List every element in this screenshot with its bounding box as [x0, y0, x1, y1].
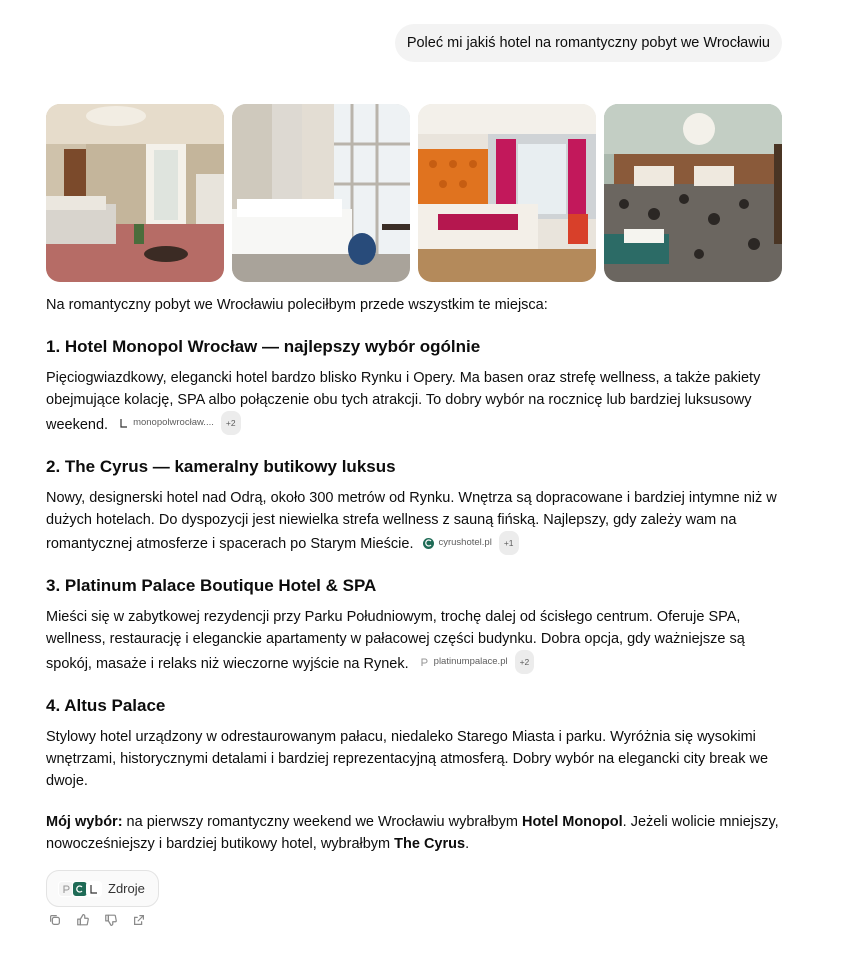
verdict-part-1: na pierwszy romantyczny weekend we Wrocławiu wybrałbym	[122, 814, 522, 830]
answer-verdict	[46, 811, 786, 855]
citation-cyrus[interactable]	[423, 531, 518, 555]
gallery-photo-2[interactable]	[232, 104, 410, 282]
verdict-label: Mój wybór:	[46, 814, 123, 830]
hotel-room-photo-orange-icon	[418, 104, 596, 282]
citation-more-cyrus: +1	[499, 531, 519, 555]
hotel-text-cyrus: Nowy, designerski hotel nad Odrą, około 300 metrów od Rynku. Wnętrza są dopracowane i bardziej intymne niż w dużych hotelach. Do dyspozycji jest niewielka strefa wellness z sauną fińską. Najlepszy, gdy zależy wam na romantycznej atmosferze i spacerach po Starym Mieście.	[46, 490, 777, 552]
share-icon[interactable]	[130, 911, 148, 929]
citation-monopol[interactable]	[118, 411, 241, 435]
message-actions	[46, 911, 148, 929]
gallery-photo-4[interactable]	[604, 104, 782, 282]
hotel-description-monopol	[46, 367, 786, 436]
citation-source-platinum: platinumpalace.pl	[433, 656, 508, 667]
hotel-description-altus: Stylowy hotel urządzony w odrestaurowanym pałacu, niedaleko Starego Miasta i parku. Wyróżnia się wysokimi wnętrzami, historycznymi detalami i bardziej reprezentacyjną atmosferą. Dobry wybór na elegancki city break we dwoje.	[46, 729, 769, 789]
verdict-part-2: . Jeżeli wolicie mniejszy, nowocześniejszy i bardziej butikowy hotel, wybrałbym	[46, 814, 779, 852]
answer-intro: Na romantyczny pobyt we Wrocławiu poleciłbym przede wszystkim te miejsca:	[46, 297, 548, 313]
hotel-text-platinum: Mieści się w zabytkowej rezydencji przy Parku Południowym, trochę dalej od ścisłego centrum. Oferuje SPA, wellness, restaurację i eleganckie apartamenty w pałacowej części budynku. Dobra opcja, gdy ważniejsze są spokój, masaże i relaks niż wieczorne wyjście na Rynek.	[46, 609, 745, 672]
assistant-answer	[46, 294, 786, 907]
hotel-room-photo-white-icon	[232, 104, 410, 282]
hotel-description-platinum	[46, 606, 786, 675]
gallery-photo-3[interactable]	[418, 104, 596, 282]
copy-icon[interactable]	[46, 911, 64, 929]
cyrus-favicon-icon	[423, 538, 434, 549]
monopol-favicon-icon	[118, 418, 129, 429]
citation-source-monopol: monopolwrocław....	[133, 417, 214, 428]
image-gallery	[46, 104, 782, 282]
citation-more-platinum: +2	[515, 650, 535, 674]
hotel-room-photo-monopol-icon	[46, 104, 224, 282]
hotel-description-cyrus	[46, 487, 786, 555]
verdict-pick-2: The Cyrus	[394, 836, 466, 852]
monopol-favicon-icon	[86, 881, 102, 897]
sources-label: Zdroje	[108, 881, 145, 896]
citation-platinum[interactable]	[419, 650, 535, 674]
user-message-text: Poleć mi jakiś hotel na romantyczny pobyt we Wrocławiu	[406, 35, 770, 51]
thumbs-down-icon[interactable]	[102, 911, 120, 929]
user-message-bubble	[395, 24, 782, 62]
hotel-heading-platinum: 3. Platinum Palace Boutique Hotel & SPA	[46, 576, 377, 595]
platinum-favicon-icon	[419, 657, 430, 668]
hotel-heading-monopol: 1. Hotel Monopol Wrocław — najlepszy wybór ogólnie	[46, 337, 481, 356]
thumbs-up-icon[interactable]	[74, 911, 92, 929]
citation-source-cyrus: cyrushotel.pl	[438, 537, 492, 548]
hotel-text-monopol: Pięciogwiazdkowy, elegancki hotel bardzo blisko Rynku i Opery. Ma basen oraz strefę wellness, a także pakiety obejmujące kolację, SPA albo połączenie obu tych atrakcji. To dobry wybór na rocznicę lub bardziej luksusowy weekend.	[46, 370, 761, 433]
sources-button[interactable]	[46, 870, 159, 907]
hotel-room-photo-leopard-icon	[604, 104, 782, 282]
sources-favicons	[58, 881, 100, 897]
citation-more-monopol: +2	[221, 411, 241, 435]
hotel-heading-cyrus: 2. The Cyrus — kameralny butikowy luksus	[46, 457, 396, 476]
verdict-pick-1: Hotel Monopol	[521, 814, 623, 830]
gallery-photo-1[interactable]	[46, 104, 224, 282]
hotel-heading-altus: 4. Altus Palace	[46, 696, 166, 715]
verdict-part-3: .	[465, 836, 470, 852]
